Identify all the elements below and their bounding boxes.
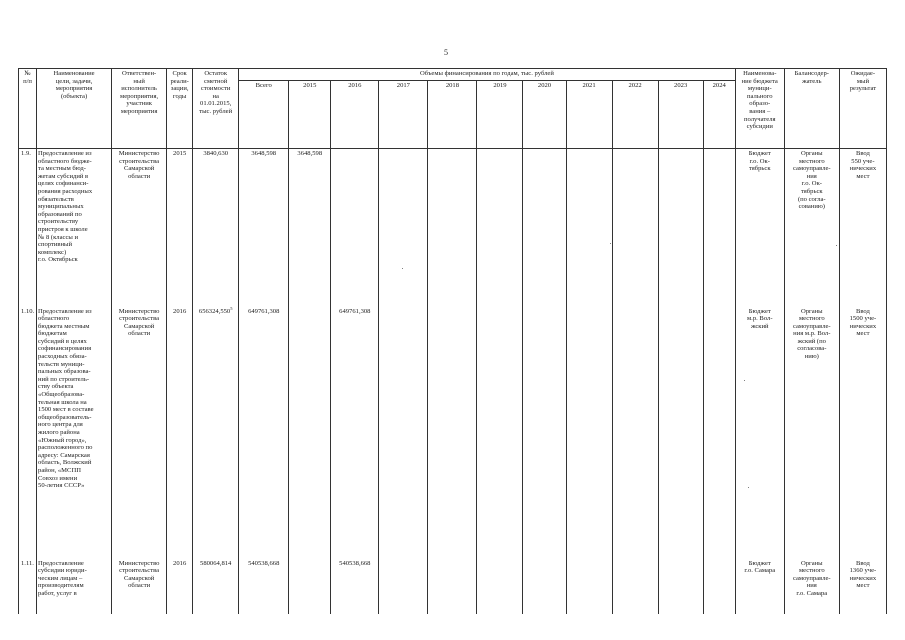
footnote-mark: 5	[230, 305, 233, 311]
header-year: 2022	[612, 81, 658, 149]
row-empty-cell	[703, 302, 735, 554]
header-total: Всего	[239, 81, 289, 149]
row-empty-cell	[428, 554, 477, 614]
row-empty-cell	[428, 302, 477, 554]
header-year: 2018	[428, 81, 477, 149]
header-year: 2016	[331, 81, 379, 149]
header-funding-group: Объемы финансирования по годам, тыс. рублей	[239, 69, 736, 81]
row-empty-cell	[612, 554, 658, 614]
row-empty-cell	[428, 149, 477, 302]
row-empty-cell	[566, 554, 612, 614]
row-beneficiary: Органы местного самоуправле- ния м.р. Вол- жский (по согласова- нию)	[784, 302, 839, 554]
row-empty-cell	[658, 302, 703, 554]
row-empty-cell	[523, 554, 566, 614]
header-term: Срок реали- зации, годы	[167, 69, 193, 149]
row-balance: 3840,630	[193, 149, 239, 302]
row-empty-cell	[523, 149, 566, 302]
row-2016: 649761,308	[331, 302, 379, 554]
row-responsible: Министерство строительства Самарской области	[112, 554, 167, 614]
row-2015: 3648,598	[289, 149, 331, 302]
header-responsible: Ответствен- ный исполнитель мероприятия, участник мероприятия	[112, 69, 167, 149]
row-responsible: Министерство строительства Самарской области	[112, 302, 167, 554]
row-result: Ввод 1500 уче- нических мест	[839, 302, 886, 554]
row-budget: Бюджет м.р. Вол- жский	[735, 302, 784, 554]
row-name: Предоставление субсидии юриди- ческим лицам – производителям работ, услуг в	[37, 554, 112, 614]
header-year: 2023	[658, 81, 703, 149]
header-year: 2021	[566, 81, 612, 149]
row-budget: Бюджет г.о. Ок- тябрьск	[735, 149, 784, 302]
row-budget: Бюджет г.о. Самара	[735, 554, 784, 614]
funding-table	[18, 68, 887, 614]
row-term: 2015	[167, 149, 193, 302]
row-term: 2016	[167, 302, 193, 554]
row-empty-cell	[566, 149, 612, 302]
table-row	[19, 302, 887, 554]
row-beneficiary: Органы местного самоуправле- ния г.о. Ок- тябрьск (по согла- сованию)	[784, 149, 839, 302]
row-result: Ввод 1360 уче- нических мест	[839, 554, 886, 614]
row-term: 2016	[167, 554, 193, 614]
row-number: 1.10.	[19, 302, 37, 554]
row-empty-cell	[477, 554, 523, 614]
header-year: 2020	[523, 81, 566, 149]
row-empty-cell	[379, 554, 428, 614]
header-year: 2015	[289, 81, 331, 149]
header-no: № п/п	[19, 69, 37, 149]
row-empty-cell	[566, 302, 612, 554]
row-number: 1.9.	[19, 149, 37, 302]
page-number: 5	[444, 48, 448, 57]
row-empty-cell	[658, 554, 703, 614]
header-result: Ожидае- мый результат	[839, 69, 886, 149]
row-empty-cell	[477, 149, 523, 302]
row-2015	[289, 554, 331, 614]
row-empty-cell	[703, 149, 735, 302]
header-beneficiary: Балансодер- жатель	[784, 69, 839, 149]
row-empty-cell	[703, 554, 735, 614]
row-total: 649761,308	[239, 302, 289, 554]
table-row	[19, 554, 887, 614]
row-2016	[331, 149, 379, 302]
row-empty-cell	[612, 302, 658, 554]
row-total: 3648,598	[239, 149, 289, 302]
header-year: 2019	[477, 81, 523, 149]
row-empty-cell	[523, 302, 566, 554]
row-beneficiary: Органы местного самоуправле- ния г.о. Самара	[784, 554, 839, 614]
header-name: Наименование цели, задачи, мероприятия (объекта)	[37, 69, 112, 149]
row-empty-cell	[379, 149, 428, 302]
row-empty-cell	[658, 149, 703, 302]
row-balance: 580064,814	[193, 554, 239, 614]
row-result: Ввод 550 уче- нических мест	[839, 149, 886, 302]
row-total: 540538,668	[239, 554, 289, 614]
header-year: 2017	[379, 81, 428, 149]
row-empty-cell	[477, 302, 523, 554]
row-empty-cell	[379, 302, 428, 554]
table-row	[19, 149, 887, 302]
row-balance: 656324,550$^5$	[193, 302, 239, 554]
row-2015	[289, 302, 331, 554]
row-name: Предоставление из областного бюджета местным бюджетам субсидий в целях софинансирования расходных обяза- тельств муници- пальных образова- ний по строитель- ству объекта «Общеобразова- тельная школа на 1500 мест в составе общеобразователь- ного центра для жилого района «Южный город», расположенного по адресу: Самарская область, Волжский район, «МСПП Совхоз имени 50-летия СССР»	[37, 302, 112, 554]
row-2016: 540538,668	[331, 554, 379, 614]
header-year: 2024	[703, 81, 735, 149]
row-number: 1.11.	[19, 554, 37, 614]
row-empty-cell	[612, 149, 658, 302]
header-balance: Остаток сметной стоимости на 01.01.2015, тыс. рублей	[193, 69, 239, 149]
header-budget: Наименова- ние бюджета муници- пального образо- вания – получателя субсидии	[735, 69, 784, 149]
row-name: Предоставление из областного бюдже- та местным бюд- жетам субсидий в целях софинанси- рования расходных обязательств муниципальных образований по строительству пристроя к школе № 8 (классы и спортивный комплекс) г.о. Октябрьск	[37, 149, 112, 302]
row-responsible: Министерство строительства Самарской области	[112, 149, 167, 302]
